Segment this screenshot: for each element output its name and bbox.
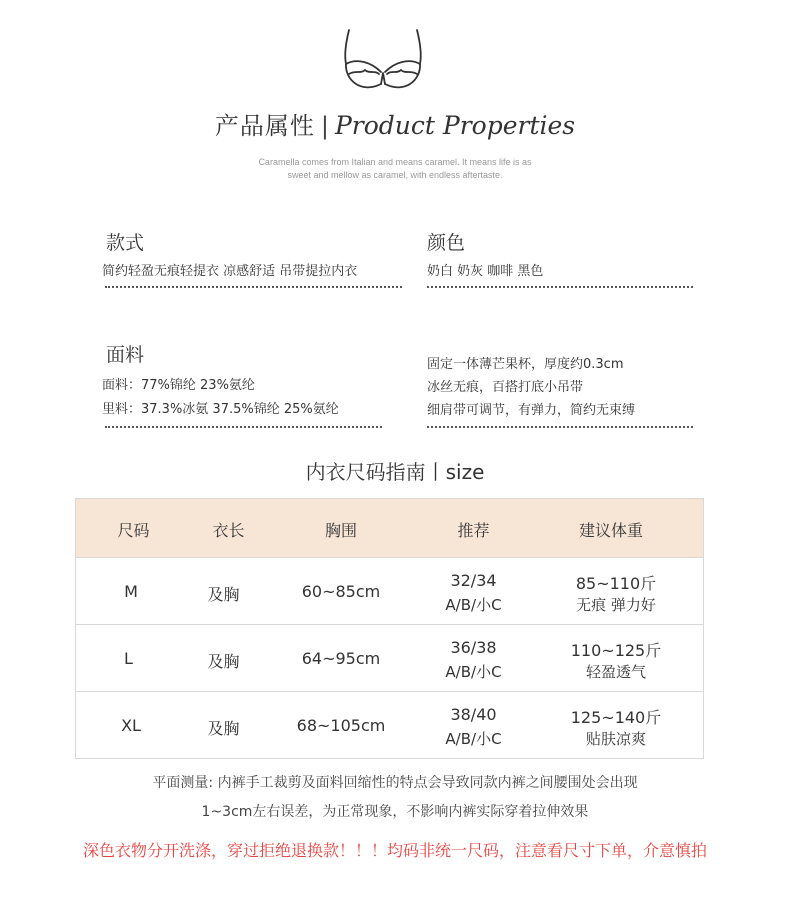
color-divider [427, 286, 693, 288]
style-text: 简约轻盈无痕轻提衣 凉感舒适 吊带提拉内衣 [102, 264, 358, 279]
cell-bust: 64~95cm [301, 649, 381, 668]
heading-cn: 产品属性 [214, 112, 315, 140]
header-bust: 胸围 [324, 521, 357, 540]
cell-weight: 110~125斤 [570, 641, 662, 660]
cell-size: XL [121, 716, 141, 735]
cell-weight-note: 轻盈透气 [585, 663, 646, 681]
header-recommended: 推荐 [457, 521, 490, 540]
cell-rec-size: 32/34 [450, 571, 497, 590]
cell-bust: 68~105cm [296, 716, 386, 735]
fabric-outer: 面料：77%锦纶 23%氨纶 [102, 378, 255, 393]
style-title: 款式 [106, 232, 145, 254]
feature-item: 细肩带可调节，有弹力，简约无束缚 [427, 403, 636, 418]
cell-rec-cup: A/B/小C [445, 663, 502, 681]
header-size: 尺码 [117, 521, 150, 540]
size-table [75, 498, 704, 759]
fabric-divider [105, 426, 382, 428]
table-row [76, 624, 703, 691]
cell-weight-note: 无痕 弹力好 [576, 596, 656, 614]
cell-bust: 60~85cm [301, 582, 381, 601]
tagline-line-2: sweet and mellow as caramel, with endless aftertaste. [287, 170, 503, 180]
cell-rec-size: 36/38 [450, 638, 497, 657]
heading-separator: | [320, 112, 329, 140]
table-header [76, 499, 703, 557]
measurement-note-2: 1~3cm左右误差，为正常现象，不影响内裤实际穿着拉伸效果 [201, 804, 589, 820]
heading-en: Product Properties [334, 111, 576, 140]
measurement-note: 平面测量: 内裤手工裁剪及面料回缩性的特点会导致同款内裤之间腰围处会出现 [152, 775, 638, 791]
cell-weight: 85~110斤 [575, 574, 657, 593]
header-length: 衣长 [212, 521, 245, 540]
cell-rec-cup: A/B/小C [445, 596, 502, 614]
cell-size: L [124, 649, 133, 668]
table-row [76, 557, 703, 624]
color-title: 颜色 [427, 232, 466, 254]
page-heading [0, 106, 790, 141]
header-weight: 建议体重 [578, 521, 643, 540]
cell-size: M [124, 582, 138, 601]
tagline-line-1: Caramella comes from Italian and means caramel. It means life is as [258, 157, 532, 167]
features-divider [427, 426, 693, 428]
cell-weight-note: 贴肤凉爽 [585, 730, 646, 748]
cell-length: 及胸 [207, 719, 240, 738]
washing-return-warning: 深色衣物分开洗涤，穿过拒绝退换款！！！均码非统一尺码，注意看尺寸下单，介意慎拍 [82, 841, 707, 860]
cell-rec-size: 38/40 [450, 705, 497, 724]
cell-weight: 125~140斤 [570, 708, 662, 727]
style-divider [105, 286, 402, 288]
bra-icon [335, 28, 431, 98]
feature-item: 冰丝无痕，百搭打底小吊带 [427, 380, 584, 395]
feature-item: 固定一体薄芒果杯，厚度约0.3cm [427, 357, 624, 372]
cell-rec-cup: A/B/小C [445, 730, 502, 748]
table-row [76, 691, 703, 758]
cell-length: 及胸 [207, 585, 240, 604]
color-text: 奶白 奶灰 咖啡 黑色 [427, 264, 544, 279]
fabric-title: 面料 [106, 344, 145, 366]
fabric-lining: 里料：37.3%冰氨 37.5%锦纶 25%氨纶 [102, 402, 339, 417]
size-guide-title: 内衣尺码指南丨size [305, 460, 485, 484]
cell-length: 及胸 [207, 652, 240, 671]
